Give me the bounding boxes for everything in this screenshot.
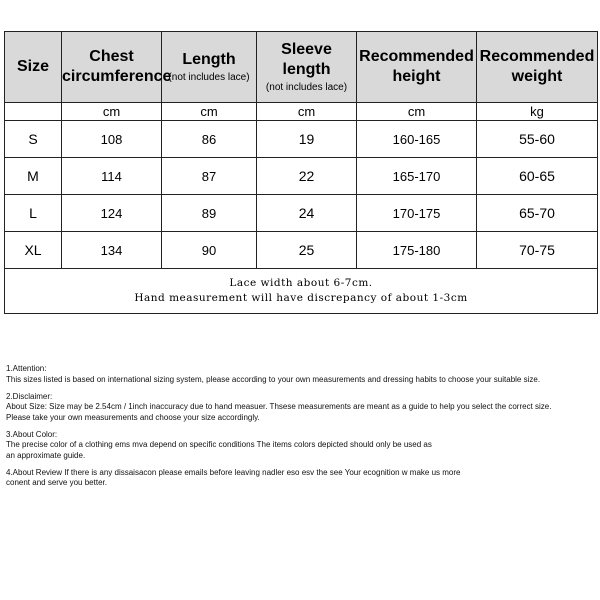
attention-note	[6, 364, 596, 385]
table-row	[5, 158, 598, 195]
disclaimer-note	[6, 392, 596, 424]
height-cell: 170-175	[357, 195, 477, 232]
note-line: Please take your own measurements and choose your size accordingly.	[6, 412, 260, 422]
header-row	[5, 32, 598, 103]
note-line: The precise color of a clothing ems mva depend on specific conditions The items colors depicted should only be used as	[6, 440, 432, 449]
table-note-row	[5, 269, 598, 314]
units-row	[5, 103, 598, 121]
sleeve-cell: 19	[257, 121, 357, 158]
unit-cell: kg	[477, 103, 598, 121]
length-cell: 89	[162, 195, 257, 232]
weight-cell: 55-60	[477, 121, 598, 158]
note-line: 2.Disclaimer:	[6, 391, 53, 401]
sleeve-cell: 22	[257, 158, 357, 195]
table-note	[5, 269, 598, 314]
lace-width-note: Lace width about 6-7cm.	[229, 277, 373, 289]
weight-cell: 60-65	[477, 158, 598, 195]
size-chart-table	[4, 31, 598, 314]
unit-cell: cm	[162, 103, 257, 121]
review-note	[6, 468, 596, 489]
header-length: Length (not includes lace)	[162, 32, 257, 103]
height-cell: 160-165	[357, 121, 477, 158]
weight-cell: 65-70	[477, 195, 598, 232]
size-cell: L	[5, 195, 62, 232]
unit-cell: cm	[257, 103, 357, 121]
note-line: an approximate guide.	[6, 450, 86, 460]
weight-cell: 70-75	[477, 232, 598, 269]
size-cell: M	[5, 158, 62, 195]
table-row	[5, 121, 598, 158]
note-line: About Size: Size may be 2.54cm / 1inch inaccuracy due to hand measuer. Thsese measurements are meant as a guide to help you select the correct size.	[6, 402, 552, 411]
table-row	[5, 195, 598, 232]
header-weight: Recommended weight	[477, 32, 598, 103]
size-cell: S	[5, 121, 62, 158]
height-cell: 175-180	[357, 232, 477, 269]
measurement-discrepancy-note: Hand measurement will have discrepancy of about 1-3cm	[134, 292, 468, 304]
chest-cell: 134	[62, 232, 162, 269]
chest-cell: 124	[62, 195, 162, 232]
note-line: This sizes listed is based on international sizing system, please according to your own measurements and dressing habits to choose your suitable size.	[6, 374, 541, 384]
height-cell: 165-170	[357, 158, 477, 195]
size-cell: XL	[5, 232, 62, 269]
header-length-sub: (not includes lace)	[168, 72, 250, 83]
note-line: 4.About Review If there is any dissaisacon please emails before leaving nadler eso esv the see Your ecognition w make us more	[6, 467, 461, 477]
color-note	[6, 430, 596, 462]
chest-cell: 114	[62, 158, 162, 195]
sleeve-cell: 24	[257, 195, 357, 232]
unit-cell: cm	[357, 103, 477, 121]
length-cell: 86	[162, 121, 257, 158]
header-sleeve: Sleeve length (not includes lace)	[257, 32, 357, 103]
note-line: 3.About Color:	[6, 429, 58, 439]
header-height: Recommended height	[357, 32, 477, 103]
header-size: Size	[5, 32, 62, 103]
sleeve-cell: 25	[257, 232, 357, 269]
table-row	[5, 232, 598, 269]
length-cell: 87	[162, 158, 257, 195]
note-line: 1.Attention:	[6, 364, 47, 373]
header-chest: Chest circumference	[62, 32, 162, 103]
notes-section	[6, 364, 596, 495]
unit-cell: cm	[62, 103, 162, 121]
unit-cell	[5, 103, 62, 121]
chest-cell: 108	[62, 121, 162, 158]
note-line: conent and serve you better.	[6, 478, 107, 487]
header-sleeve-sub: (not includes lace)	[265, 82, 348, 93]
length-cell: 90	[162, 232, 257, 269]
